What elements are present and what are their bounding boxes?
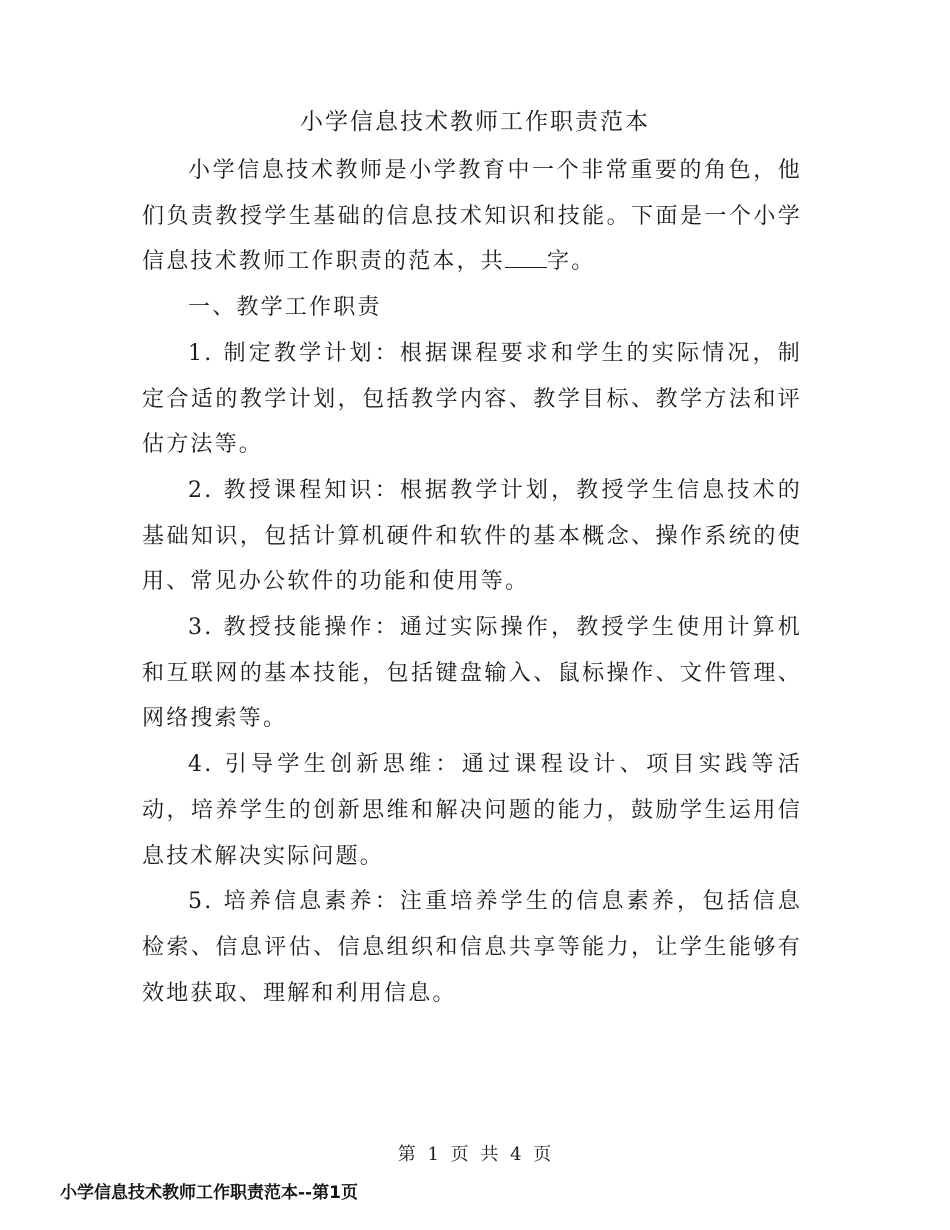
duty-item-2: 2. 教授课程知识：根据教学计划，教授学生信息技术的基础知识，包括计算机硬件和软件的基本概念、操作系统的使用、常见办公软件的功能和使用等。 (142, 477, 802, 595)
duty-item-3: 3. 教授技能操作：通过实际操作，教授学生使用计算机和互联网的基本技能，包括键盘输入、鼠标操作、文件管理、网络搜索等。 (142, 615, 802, 732)
page-caption: 小学信息技术教师工作职责范本--第1页 (60, 1183, 358, 1203)
duty-item-1: 1. 制定教学计划：根据课程要求和学生的实际情况，制定合适的教学计划，包括教学内容、教学目标、教学方法和评估方法等。 (142, 340, 802, 458)
intro-paragraph (142, 148, 802, 285)
duty-item-5: 5. 培养信息素养：注重培养学生的信息素养，包括信息检索、信息评估、信息组织和信息共享等能力，让学生能够有效地获取、理解和利用信息。 (142, 889, 802, 1006)
intro-text-end: 字。 (547, 249, 596, 275)
document-title: 小学信息技术教师工作职责范本 (300, 109, 650, 135)
intro-text: 小学信息技术教师是小学教育中一个非常重要的角色，他们负责教授学生基础的信息技术知识和技能。下面是一个小学信息技术教师工作职责的范本，共 (142, 158, 802, 275)
section-heading: 一、教学工作职责 (188, 295, 382, 321)
word-count-blank (505, 249, 547, 268)
document-body (142, 148, 802, 1016)
page-number-footer: 第 1 页 共 4 页 (397, 1144, 553, 1165)
duty-item-4: 4. 引导学生创新思维：通过课程设计、项目实践等活动，培养学生的创新思维和解决问题的能力，鼓励学生运用信息技术解决实际问题。 (142, 752, 802, 869)
